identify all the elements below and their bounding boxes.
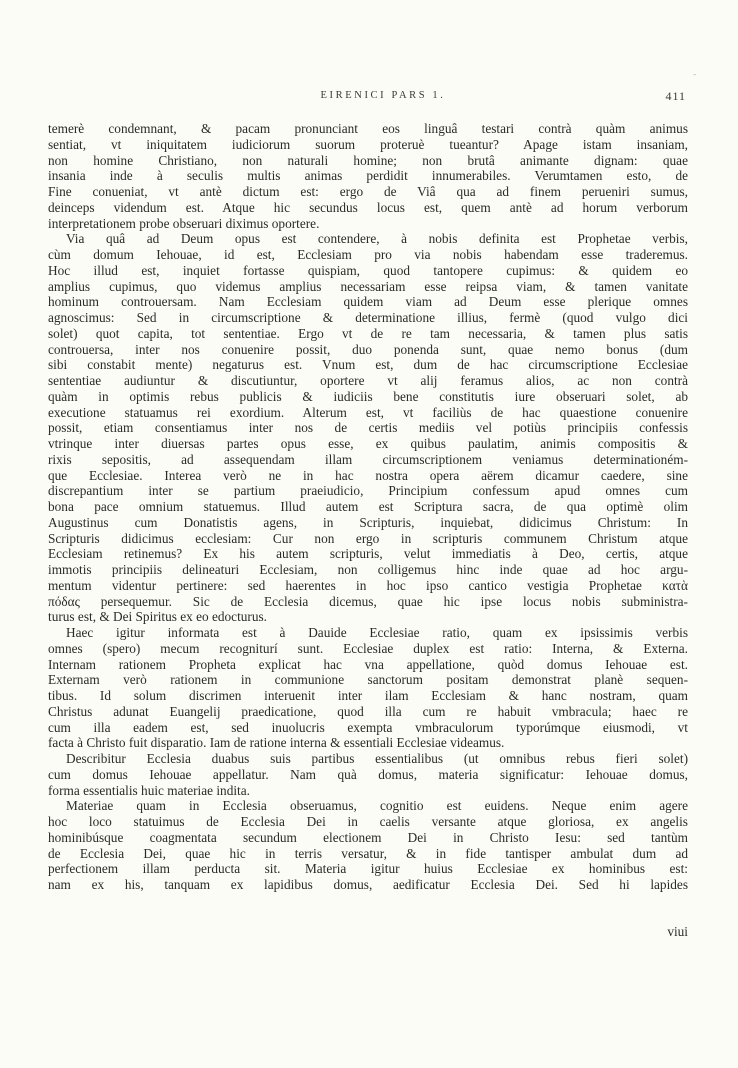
text-line: Ecclesiam retinemus? Ex his autem scripturis, velut immediatis à Deo, certis, atque [48, 546, 688, 562]
text-line: possit, etiam consentiamus inter nos de certis mediis vel potiùs principiis confessis [48, 420, 688, 436]
text-line: insania inde à seculis multis animas perdidit innumerabiles. Verumtamen esto, de [48, 168, 688, 184]
text-line: perfectionem illam perducta sit. Materia igitur huius Ecclesiae ex hominibus est: [48, 861, 688, 877]
text-line: Externam verò rationem in communione sanctorum positam demonstrat planè sequen- [48, 672, 688, 688]
text-line: Christus adunat Euangelij praedicatione, quod illa cum re habuit vmbracula; haec re [48, 703, 688, 719]
text-line: rixis sepositis, ad assequendam illam circumscriptionem veniamus determinationém- [48, 451, 688, 467]
text-line: Augustinus cum Donatistis agens, in Scripturis, inquiebat, didicimus Christum: In [48, 514, 688, 530]
page-header [48, 90, 688, 106]
text-line: cum illa eadem est, sed inuolucris exempta vmbraculorum typorúmque eiusmodi, vt [48, 719, 688, 735]
text-line: forma essentialis huic materiae indita. [48, 782, 250, 798]
text-line: Hoc illud est, inquiet fortasse quispiam, quod tantopere cupimus: & quidem eo [48, 262, 688, 278]
text-line: sibi constabit mente) negaturus est. Vnum est, dum de hac circumscriptione Ecclesiae [48, 357, 688, 373]
text-line: omnes (spero) mecum recogniturí sunt. Ecclesiae duplex est ratio: Interna, & Externa. [48, 640, 688, 656]
text-line: deinceps videndum est. Atque hic secundus locus est, quem antè ad horum verborum [48, 199, 688, 215]
text-line: solet) quot capita, tot sententiae. Ergo vt de re tam necessaria, & tamen plus satis [48, 325, 688, 341]
text-line: executione statuamus rei exordium. Alterum est, vt faciliùs de hac quaestione conuenire [48, 404, 688, 420]
text-line: nam ex his, tanquam ex lapidibus domus, aedificatur Ecclesia Dei. Sed hi lapides [48, 877, 688, 892]
text-line: facta à Christo fuit disparatio. Iam de ratione interna & essentiali Ecclesiae videamus. [48, 735, 505, 751]
text-line: mentum videntur pertinere: sed haerentes in hoc ipso cantico vestigia Prophetae κατὰ [48, 577, 688, 593]
text-line: Scripturis didicimus ecclesiam: Cur non ergo in scripturis communem Christum atque [48, 530, 688, 546]
running-title: EIRENICI PARS 1. [320, 90, 446, 101]
text-line: sententiae audiuntur & discutiuntur, oportere vt alij feramus alios, ac non contrà [48, 373, 688, 388]
text-line: hominibúsque coagmentata secundum electionem Dei in Christo Iesu: sed tantùm [48, 829, 688, 845]
text-line: hominum controuersam. Nam Ecclesiam quidem viam ad Deum esse plerique omnes [48, 294, 688, 310]
text-line: agnoscimus: Sed in circumscriptione & determinatione illius, fermè (quod vulgo dici [48, 310, 688, 325]
page-number: 411 [665, 89, 686, 103]
catchword: viui [667, 924, 688, 939]
text-line: amplius cupimus, quo videmus amplius necessariam esse reipsa viam, & tamen vanitate [48, 278, 688, 294]
text-line: cùm domum Iehouae, id est, Ecclesiam pro via nobis habendam esse traderemus. [48, 247, 688, 262]
text-line: de Ecclesia Dei, quae hic in terris versatur, & in fide tantisper ambulat dum ad [48, 845, 688, 861]
text-line: temerè condemnant, & pacam pronunciant eos linguâ testari contrà quàm animus [48, 121, 688, 136]
text-line: Via quâ ad Deum opus est contendere, à nobis definita est Prophetae verbis, [66, 231, 688, 247]
text-line: que Ecclesiae. Interea verò ne in hac nostra opera aërem dicamur caedere, sine [48, 467, 688, 483]
text-line: Haec igitur informata est à Dauide Ecclesiae ratio, quam ex ipsissimis verbis [66, 625, 688, 640]
text-line: turus est, & Dei Spiritus ex eo edocturus. [48, 609, 267, 625]
text-line: quàm in optimis rebus publicis & iudiciis bene constitutis iure obseruari solet, ab [48, 388, 688, 404]
text-line: Fine conueniat, vt antè dictum est: ergo de Viâ qua ad finem perueniri sumus, [48, 184, 688, 199]
text-line: bona pace omnium statuemus. Illud autem est Scriptura sacra, de qua optimè olim [48, 499, 688, 514]
text-line: discrepantium inter se partium praeiudicio, Principium confessum apud omnes cum [48, 483, 688, 499]
body-text [48, 121, 688, 893]
text-line: controuersa, inter nos conuenire possit, duo ponenda sunt, quae nemo bonus (dum [48, 341, 688, 357]
text-line: non homine Christiano, non naturali homine; non brutâ animante dignam: quae [48, 152, 688, 168]
text-line: Materiae quam in Ecclesia obseruamus, cognitio est euidens. Neque enim agere [66, 798, 688, 814]
stray-mark: - [693, 70, 696, 79]
text-line: Internam rationem Propheta explicat hac vna appellatione, quòd domus Iehouae est. [48, 656, 688, 672]
text-line: interpretationem probe obseruari diximus oportere. [48, 215, 320, 231]
text-line: πόδας persequemur. Sic de Ecclesia dicemus, quae hic ipse locus nobis subministra- [48, 593, 688, 609]
text-line: cum domus Iehouae appellatur. Nam quà domus, materia significatur: Iehouae domus, [48, 766, 688, 782]
text-line: hoc loco statuimus de Ecclesia Dei in caelis versante atque gloriosa, ex angelis [48, 814, 688, 829]
text-line: Describitur Ecclesia duabus suis partibus essentialibus (ut omnibus rebus fieri solet) [66, 751, 688, 766]
text-line: immotis principiis delineaturi Ecclesiam, non colligemus hinc inde quae ad hoc argu- [48, 562, 688, 577]
text-line: vtrinque inter diuersas partes opus esse, ex quibus paulatim, animis compositis & [48, 436, 688, 451]
text-line: tibus. Id solum discrimen interuenit inter ilam Ecclesiam & hanc nostram, quam [48, 688, 688, 703]
text-line: sentiat, vt iniquitatem iudiciorum suorum proteruè tueantur? Apage istam insaniam, [48, 136, 688, 152]
